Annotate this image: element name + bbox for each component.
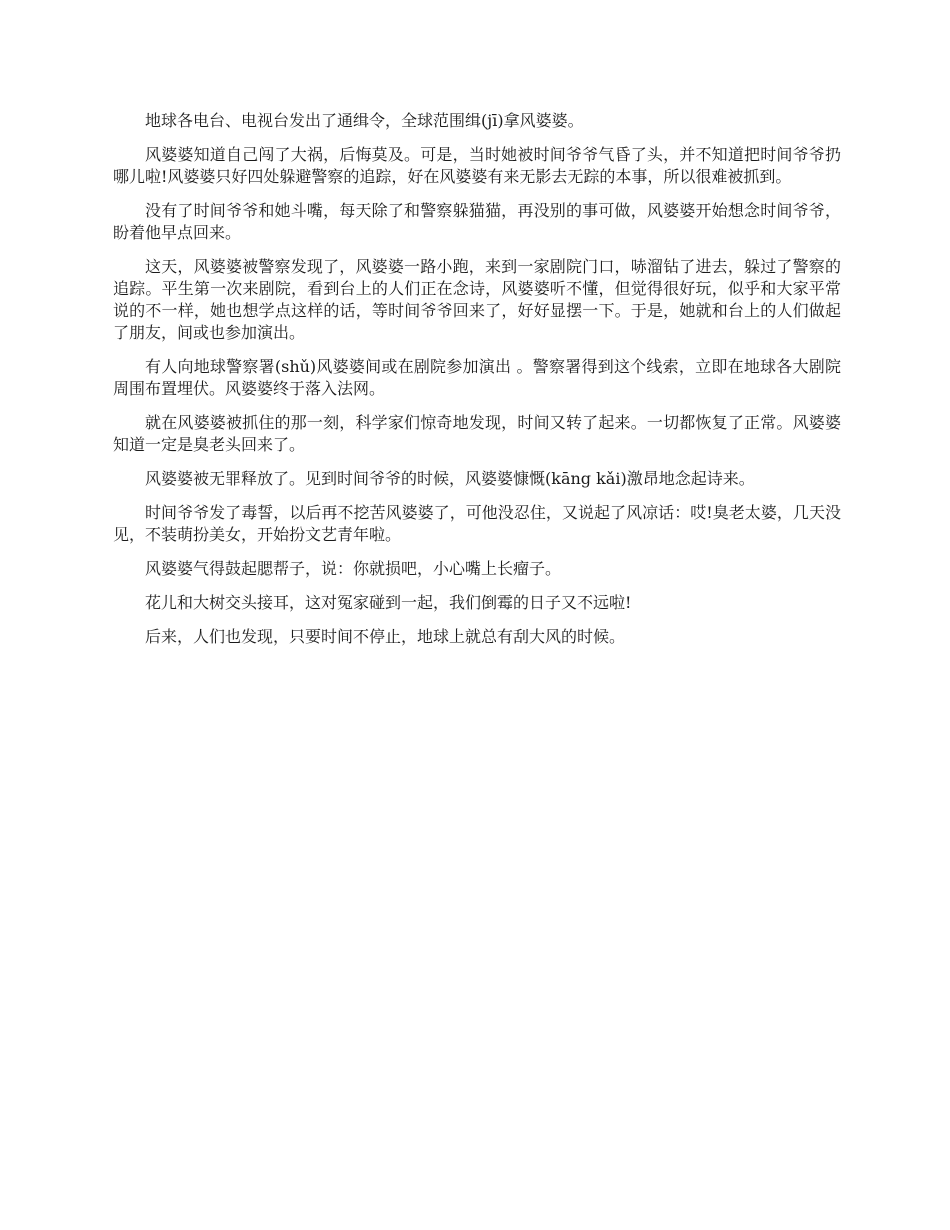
paragraph-5: 有人向地球警察署(shǔ)风婆婆间或在剧院参加演出 。警察署得到这个线索，立即在地球各大剧院周围布置埋伏。风婆婆终于落入法网。 — [113, 357, 841, 398]
paragraph-9: 风婆婆气得鼓起腮帮子，说：你就损吧，小心嘴上长瘤子。 — [145, 559, 562, 578]
paragraph-6: 就在风婆婆被抓住的那一刻，科学家们惊奇地发现，时间又转了起来。一切都恢复了正常。风婆婆知道一定是臭老头回来了。 — [113, 413, 841, 454]
paragraph-10: 花儿和大树交头接耳，这对冤家碰到一起，我们倒霉的日子又不远啦! — [145, 593, 632, 612]
paragraph-3: 没有了时间爷爷和她斗嘴，每天除了和警察躲猫猫，再没别的事可做，风婆婆开始想念时间爷爷，盼着他早点回来。 — [113, 201, 841, 242]
paragraph-7: 风婆婆被无罪释放了。见到时间爷爷的时候，风婆婆慷慨(kāng kǎi)激昂地念起诗来。 — [145, 469, 755, 488]
paragraph-2: 风婆婆知道自己闯了大祸，后悔莫及。可是，当时她被时间爷爷气昏了头，并不知道把时间爷爷扔哪儿啦!风婆婆只好四处躲避警察的追踪，好在风婆婆有来无影去无踪的本事，所以很难被抓到。 — [113, 145, 841, 186]
paragraph-1: 地球各电台、电视台发出了通缉令，全球范围缉(jī)拿风婆婆。 — [145, 111, 584, 130]
paragraph-4: 这天，风婆婆被警察发现了，风婆婆一路小跑，来到一家剧院门口，哧溜钻了进去，躲过了警察的追踪。平生第一次来剧院，看到台上的人们正在念诗，风婆婆听不懂，但觉得很好玩，似乎和大家平常说的不一样，她也想学点这样的话，等时间爷爷回来了，好好显摆一下。于是，她就和台上的人们做起了朋友，间或也参加演出。 — [113, 257, 841, 342]
paragraph-8: 时间爷爷发了毒誓，以后再不挖苦风婆婆了，可他没忍住，又说起了风凉话：哎!臭老太婆，几天没见，不装萌扮美女，开始扮文艺青年啦。 — [113, 503, 841, 544]
document-page — [113, 110, 841, 660]
paragraph-11: 后来，人们也发现，只要时间不停止，地球上就总有刮大风的时候。 — [145, 627, 626, 646]
